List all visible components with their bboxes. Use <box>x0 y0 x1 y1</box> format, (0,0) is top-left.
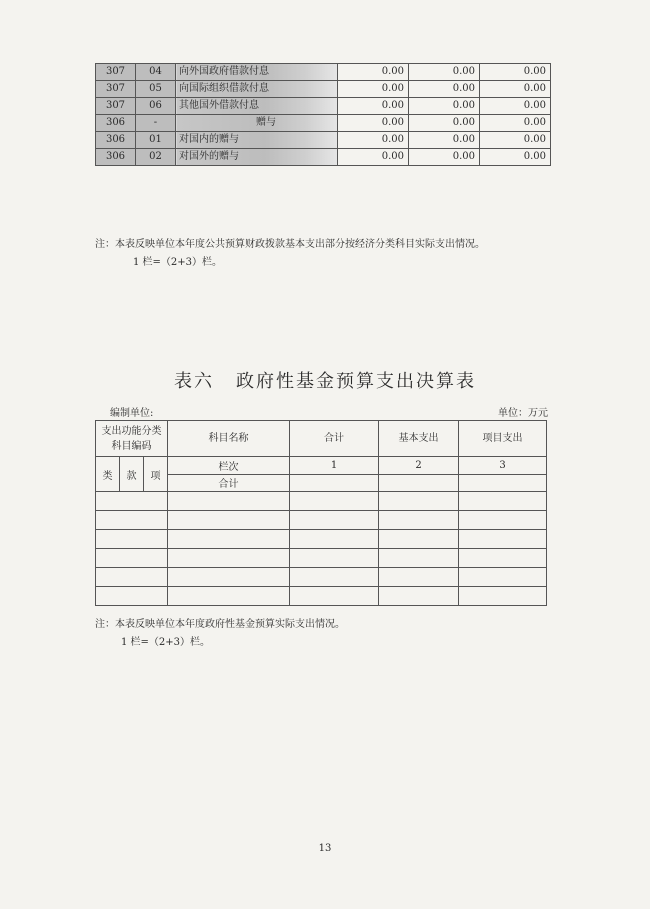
subject-name-cell: 对国外的赠与 <box>176 149 338 166</box>
project-cell: 0.00 <box>480 149 551 166</box>
header-kuan: 款 <box>120 457 144 492</box>
empty-cell <box>96 549 168 568</box>
total-cell <box>290 474 379 492</box>
empty-cell <box>168 587 290 606</box>
row-total-label: 合计 <box>168 474 290 492</box>
empty-cell <box>168 549 290 568</box>
kuan-cell: 04 <box>136 64 176 81</box>
header-basic: 基本支出 <box>379 421 459 457</box>
kuan-cell: 02 <box>136 149 176 166</box>
government-fund-expenditure-table <box>95 420 547 606</box>
lei-cell: 307 <box>96 81 136 98</box>
empty-cell <box>459 587 547 606</box>
total-cell: 0.00 <box>338 98 409 115</box>
project-cell: 0.00 <box>480 115 551 132</box>
empty-cell <box>379 492 459 511</box>
empty-cell <box>290 511 379 530</box>
compiling-unit-label: 编制单位: <box>110 408 154 419</box>
economic-classification-table-continued <box>95 63 551 166</box>
kuan-cell: - <box>136 115 176 132</box>
project-cell: 0.00 <box>480 64 551 81</box>
header-code-group: 支出功能分类科目编码 <box>96 421 168 457</box>
empty-cell <box>96 587 168 606</box>
note-2-formula: 1 栏=（2+3）栏。 <box>121 637 211 648</box>
lei-cell: 306 <box>96 132 136 149</box>
empty-cell <box>168 511 290 530</box>
empty-cell <box>379 568 459 587</box>
subject-name-cell: 对国内的赠与 <box>176 132 338 149</box>
empty-cell <box>168 530 290 549</box>
empty-row <box>96 549 547 568</box>
empty-cell <box>290 568 379 587</box>
kuan-cell: 05 <box>136 81 176 98</box>
empty-cell <box>379 511 459 530</box>
empty-cell <box>96 511 168 530</box>
empty-cell <box>168 492 290 511</box>
empty-cell <box>168 568 290 587</box>
table-row <box>96 64 551 81</box>
basic-cell: 0.00 <box>409 115 480 132</box>
lei-cell: 306 <box>96 115 136 132</box>
basic-cell: 0.00 <box>409 64 480 81</box>
total-cell <box>459 474 547 492</box>
total-cell: 0.00 <box>338 64 409 81</box>
table-row <box>96 132 551 149</box>
total-cell <box>379 474 459 492</box>
table6-title-main: 政府性基金预算支出决算表 <box>236 371 476 392</box>
header-xiang: 项 <box>144 457 168 492</box>
empty-row <box>96 492 547 511</box>
empty-cell <box>459 511 547 530</box>
basic-cell: 0.00 <box>409 81 480 98</box>
empty-cell <box>459 492 547 511</box>
table6-title <box>0 367 650 393</box>
total-cell: 0.00 <box>338 149 409 166</box>
col-number-1: 1 <box>290 457 379 475</box>
currency-unit-label: 单位：万元 <box>498 408 548 419</box>
empty-row <box>96 568 547 587</box>
empty-cell <box>379 530 459 549</box>
project-cell: 0.00 <box>480 98 551 115</box>
lei-cell: 307 <box>96 64 136 81</box>
empty-cell <box>96 530 168 549</box>
kuan-cell: 06 <box>136 98 176 115</box>
col-number-3: 3 <box>459 457 547 475</box>
lei-cell: 307 <box>96 98 136 115</box>
total-cell: 0.00 <box>338 132 409 149</box>
empty-cell <box>459 568 547 587</box>
empty-cell <box>459 549 547 568</box>
table-row <box>96 98 551 115</box>
total-cell: 0.00 <box>338 115 409 132</box>
empty-row <box>96 511 547 530</box>
kuan-cell: 01 <box>136 132 176 149</box>
empty-cell <box>379 587 459 606</box>
project-cell: 0.00 <box>480 132 551 149</box>
empty-cell <box>290 492 379 511</box>
header-lei: 类 <box>96 457 120 492</box>
note-1: 注：本表反映单位本年度公共预算财政拨款基本支出部分按经济分类科目实际支出情况。 <box>95 239 485 250</box>
table-row <box>96 81 551 98</box>
table-row <box>96 149 551 166</box>
empty-cell <box>459 530 547 549</box>
row-lanci-label: 栏次 <box>168 457 290 475</box>
empty-cell <box>379 549 459 568</box>
unit-row <box>110 404 548 419</box>
empty-cell <box>290 549 379 568</box>
note-1-formula: 1 栏=（2+3）栏。 <box>133 257 223 268</box>
page-number: 13 <box>318 843 332 854</box>
empty-cell <box>290 587 379 606</box>
total-cell: 0.00 <box>338 81 409 98</box>
subject-name-cell: 赠与 <box>176 115 338 132</box>
empty-cell <box>96 492 168 511</box>
header-total: 合计 <box>290 421 379 457</box>
empty-cell <box>290 530 379 549</box>
note-2: 注：本表反映单位本年度政府性基金预算实际支出情况。 <box>95 619 345 630</box>
empty-row <box>96 587 547 606</box>
subject-name-cell: 向国际组织借款付息 <box>176 81 338 98</box>
subject-name-cell: 向外国政府借款付息 <box>176 64 338 81</box>
lei-cell: 306 <box>96 149 136 166</box>
basic-cell: 0.00 <box>409 132 480 149</box>
table6-title-prefix: 表六 <box>174 371 214 392</box>
basic-cell: 0.00 <box>409 98 480 115</box>
table-row <box>96 115 551 132</box>
col-number-2: 2 <box>379 457 459 475</box>
header-project: 项目支出 <box>459 421 547 457</box>
project-cell: 0.00 <box>480 81 551 98</box>
empty-cell <box>96 568 168 587</box>
subject-name-cell: 其他国外借款付息 <box>176 98 338 115</box>
empty-row <box>96 530 547 549</box>
header-subject-name: 科目名称 <box>168 421 290 457</box>
basic-cell: 0.00 <box>409 149 480 166</box>
